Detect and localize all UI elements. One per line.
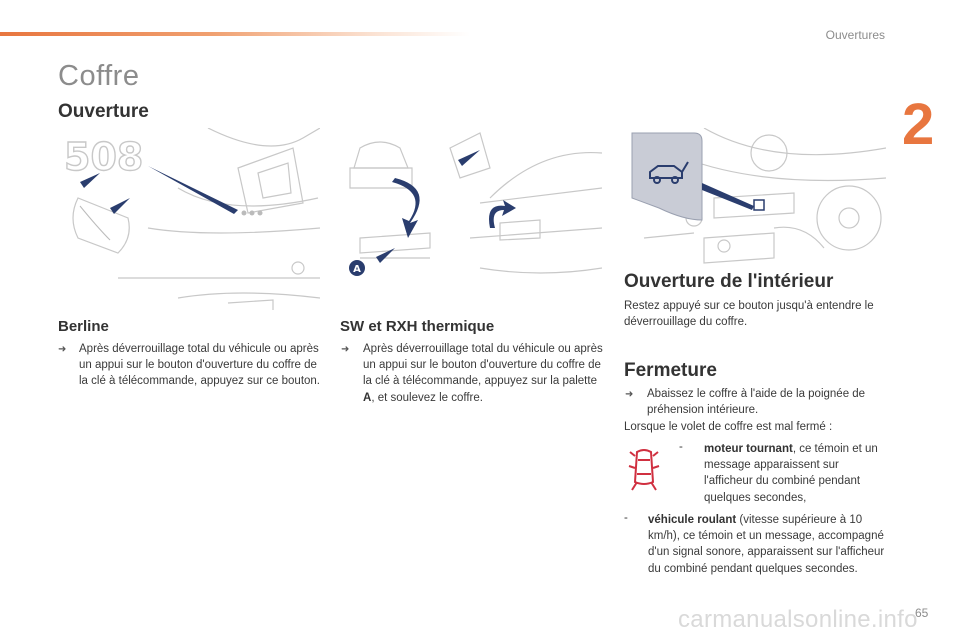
section-label: Ouvertures xyxy=(825,28,885,42)
arrow-right-icon: ➜ xyxy=(58,344,67,355)
engine-running-text: , ce témoin et un message apparaissent sur l'afficheur du combiné pendant quelques secondes, xyxy=(704,443,878,504)
header-accent-bar xyxy=(0,32,470,36)
arrow-right-icon: ➜ xyxy=(341,344,350,355)
sw-heading: SW et RXH thermique xyxy=(340,318,495,335)
arrow-right-icon: ➜ xyxy=(625,389,634,400)
fermeture-heading: Fermeture xyxy=(624,360,717,381)
page-title: Coffre xyxy=(58,60,140,92)
sw-palette-label: A xyxy=(363,391,372,404)
fermeture-item-engine xyxy=(704,441,888,506)
berline-illustration xyxy=(58,128,320,310)
section-heading: Ouverture xyxy=(58,101,149,122)
list-dash: - xyxy=(679,441,683,453)
fermeture-bullet-text: Abaissez le coffre à l'aide de la poignée de préhension intérieure. xyxy=(647,388,866,417)
interior-text: Restez appuyé sur ce bouton jusqu'à entendre le déverrouillage du coffre. xyxy=(624,300,874,329)
berline-logo-label: 508 xyxy=(64,135,144,179)
interior-illustration xyxy=(624,128,886,266)
interior-heading: Ouverture de l'intérieur xyxy=(624,271,834,292)
sw-text xyxy=(363,341,605,406)
berline-text: Après déverrouillage total du véhicule ou après un appui sur le bouton d'ouverture du coffre de la clé à télécommande, appuyez sur ce bouton. xyxy=(79,343,321,388)
list-dash: - xyxy=(624,512,628,524)
page-number: 65 xyxy=(915,606,929,620)
vehicle-moving-label: véhicule roulant xyxy=(648,514,737,526)
sw-text-start: Après déverrouillage total du véhicule ou après un appui sur le bouton d'ouverture du coffre de la clé à télécommande, appuyez sur la palette xyxy=(363,343,603,388)
chapter-number: 2 xyxy=(902,92,935,157)
sw-figure-label: A xyxy=(353,264,361,275)
engine-running-label: moteur tournant xyxy=(704,443,793,455)
open-boot-warning-icon xyxy=(627,446,661,492)
berline-heading: Berline xyxy=(58,318,109,335)
fermeture-condition: Lorsque le volet de coffre est mal fermé : xyxy=(624,421,833,433)
fermeture-item-driving xyxy=(648,512,888,577)
sw-text-end: , et soulevez le coffre. xyxy=(371,391,483,404)
vehicle-moving-text: (vitesse supérieure à 10 km/h), ce témoin et un message, accompagné d'un signal sonore, apparaissent sur l'afficheur du combiné pendant quelques secondes. xyxy=(648,514,885,575)
sw-illustration xyxy=(340,128,602,310)
watermark: carmanualsonline.info xyxy=(678,606,918,633)
